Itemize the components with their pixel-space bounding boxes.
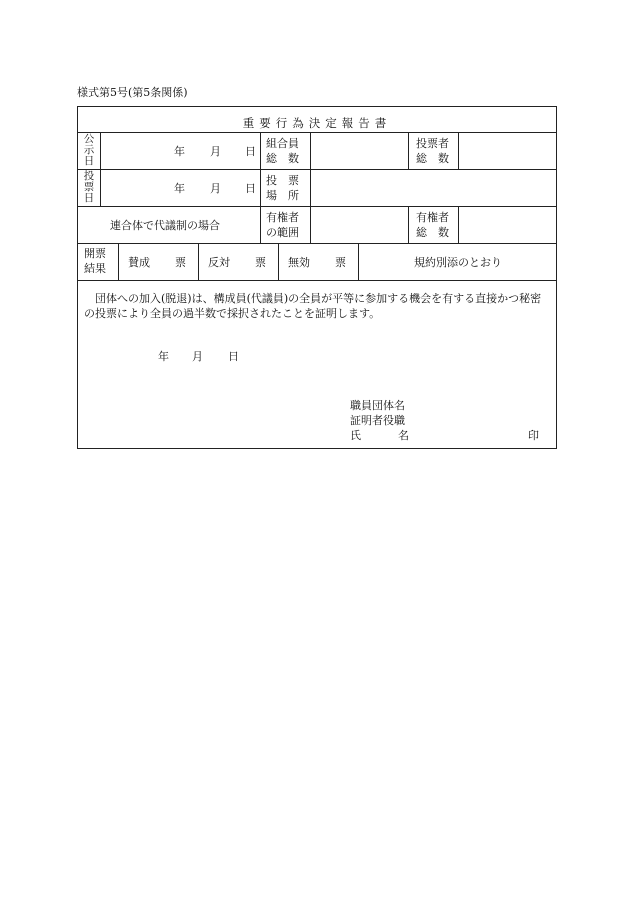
- org-name-label: 職員団体名: [350, 399, 405, 412]
- votes-against-unit: 票: [255, 256, 266, 269]
- rule-row3-mid: [408, 206, 409, 243]
- rule-row3-total: [458, 206, 459, 243]
- federation-label: 連合体で代議制の場合: [110, 219, 220, 232]
- certification-month: 月: [192, 350, 203, 363]
- rule-below-row3: [78, 243, 556, 244]
- announcement-year: 年: [174, 145, 185, 158]
- voting-date-label: 投票日: [83, 170, 95, 204]
- name-label-2: 名: [398, 429, 409, 442]
- rule-below-row4: [78, 280, 556, 281]
- result-note: 規約別添のとおり: [414, 256, 502, 269]
- announcement-day: 日: [245, 145, 256, 158]
- rule-row1-mid: [408, 132, 409, 169]
- votes-against-label: 反対: [208, 256, 230, 269]
- rule-row4-against: [278, 243, 279, 280]
- voting-year: 年: [174, 182, 185, 195]
- voting-day: 日: [245, 182, 256, 195]
- voting-month: 月: [210, 182, 221, 195]
- member-total-label-1: 組合員: [266, 137, 299, 150]
- votes-invalid-label: 無効: [288, 256, 310, 269]
- votes-for-unit: 票: [175, 256, 186, 269]
- announcement-month: 月: [210, 145, 221, 158]
- certifier-title-label: 証明者役職: [350, 414, 405, 427]
- eligible-total-label-1: 有権者: [416, 211, 449, 224]
- voting-place-label-2: 場 所: [266, 189, 299, 202]
- name-label-1: 氏: [350, 429, 361, 442]
- rule-members-col: [310, 132, 311, 243]
- voting-place-label-1: 投 票: [266, 174, 299, 187]
- rule-row1-voters: [458, 132, 459, 169]
- rule-below-row2: [78, 206, 556, 207]
- rule-below-row1: [78, 169, 556, 170]
- form-title: 重要行為決定報告書: [242, 116, 392, 130]
- rule-row4-label: [118, 243, 119, 280]
- announcement-date-label: 公示日: [83, 133, 95, 167]
- votes-for-label: 賛成: [128, 256, 150, 269]
- voter-total-label-1: 投票者: [416, 137, 449, 150]
- count-result-label-2: 結果: [84, 262, 106, 275]
- member-total-label-2: 総 数: [266, 152, 299, 165]
- eligible-total-label-2: 総 数: [416, 226, 449, 239]
- eligible-scope-label-1: 有権者: [266, 211, 299, 224]
- report-form: [77, 106, 557, 449]
- rule-below-title: [78, 132, 556, 133]
- form-number-caption: 様式第5号(第5条関係): [77, 86, 188, 99]
- count-result-label-1: 開票: [84, 247, 106, 260]
- certification-day: 日: [228, 350, 239, 363]
- eligible-scope-label-2: の範囲: [266, 226, 299, 239]
- certification-year: 年: [158, 350, 169, 363]
- rule-row4-for: [198, 243, 199, 280]
- rule-label-col: [100, 132, 101, 206]
- seal-mark: 印: [528, 429, 539, 442]
- voter-total-label-2: 総 数: [416, 152, 449, 165]
- rule-row4-invalid: [358, 243, 359, 280]
- votes-invalid-unit: 票: [335, 256, 346, 269]
- rule-date-col: [260, 132, 261, 243]
- certification-text: 団体への加入(脱退)は、構成員(代議員)の全員が平等に参加する機会を有する直接かつ秘密の投票により全員の過半数で採択されたことを証明します。: [84, 292, 542, 320]
